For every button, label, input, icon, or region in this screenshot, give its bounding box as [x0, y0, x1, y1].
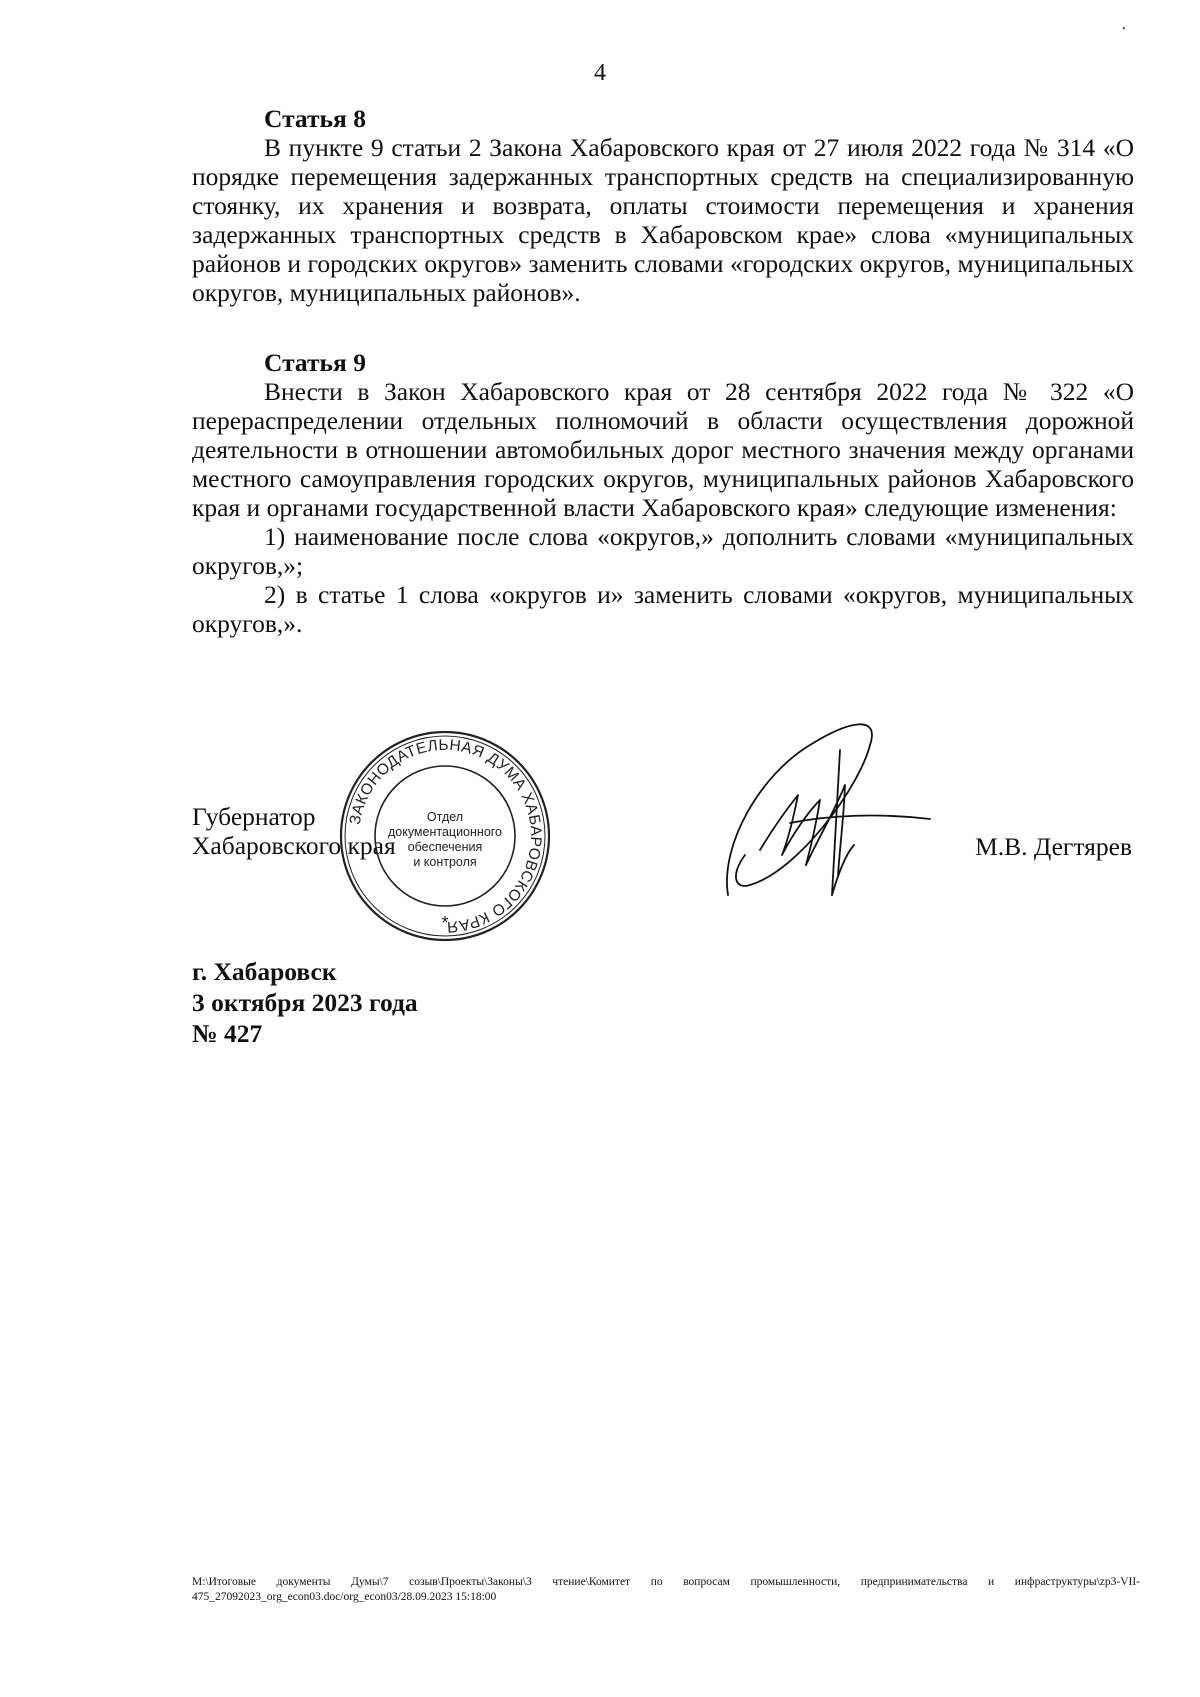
handwritten-signature — [720, 705, 940, 905]
document-number: № 427 — [192, 1019, 263, 1048]
stamp-inner-line-3: обеспечения — [407, 840, 483, 854]
signatory-name: М.В. Дегтярев — [975, 832, 1132, 861]
stamp-inner-line-2: документационного — [387, 825, 503, 839]
footer-file-path: M:\Итоговые документы Думы\7 созыв\Проекты\Законы\3 чтение\Комитет по вопросам промышленности, предпринимательства и инфраструктуры\zp3-VII-475_27092023_org_econ03.doc/org_econ03/28.09.2023 15:18:00 — [192, 1576, 1140, 1603]
place-and-date — [192, 956, 418, 1049]
page-number: 4 — [594, 60, 606, 86]
city: г. Хабаровск — [192, 957, 337, 986]
article-9-title: Статья 9 — [264, 348, 366, 377]
article-8 — [192, 104, 1134, 307]
stamp-inner-line-4: и контроля — [413, 855, 477, 869]
stamp-inner-line-1: Отдел — [426, 810, 464, 824]
article-9-item-2: 2) в статье 1 слова «округов и» заменить словами «округов, муниципальных округов,». — [192, 580, 1134, 638]
document-date: 3 октября 2023 года — [192, 988, 418, 1017]
stamp-star: * — [441, 913, 449, 933]
article-8-title: Статья 8 — [264, 104, 366, 133]
scan-speck: • — [1122, 24, 1126, 35]
article-9-text: Внести в Закон Хабаровского края от 28 сентября 2022 года № 322 «О перераспределении отдельных полномочий в области осуществления дорожной деятельности в отношении автомобильных дорог местного значения между органами местного самоуправления городских округов, муниципальных районов Хабаровского края и органами государственной власти Хабаровского края» следующие изменения: — [192, 377, 1134, 522]
signatory-position-line-2: Хабаровского края — [192, 831, 396, 860]
stamp-outer-text: ЗАКОНОДАТЕЛЬНАЯ ДУМА ХАБАРОВСКОГО КРАЯ — [346, 736, 545, 936]
article-8-text: В пункте 9 статьи 2 Закона Хабаровского края от 27 июля 2022 года № 314 «О порядке перемещения задержанных транспортных средств на специализированную стоянку, их хранения и возврата, оплаты стоимости перемещения и хранения задержанных транспортных средств в Хабаровском крае» слова «муниципальных районов и городских округов» заменить словами «городских округов, муниципальных округов, муниципальных районов». — [192, 133, 1134, 307]
signatory-position-line-1: Губернатор — [192, 802, 316, 831]
official-stamp — [338, 729, 552, 943]
article-9 — [192, 348, 1134, 638]
article-9-item-1: 1) наименование после слова «округов,» дополнить словами «муниципальных округов,»; — [192, 522, 1134, 580]
